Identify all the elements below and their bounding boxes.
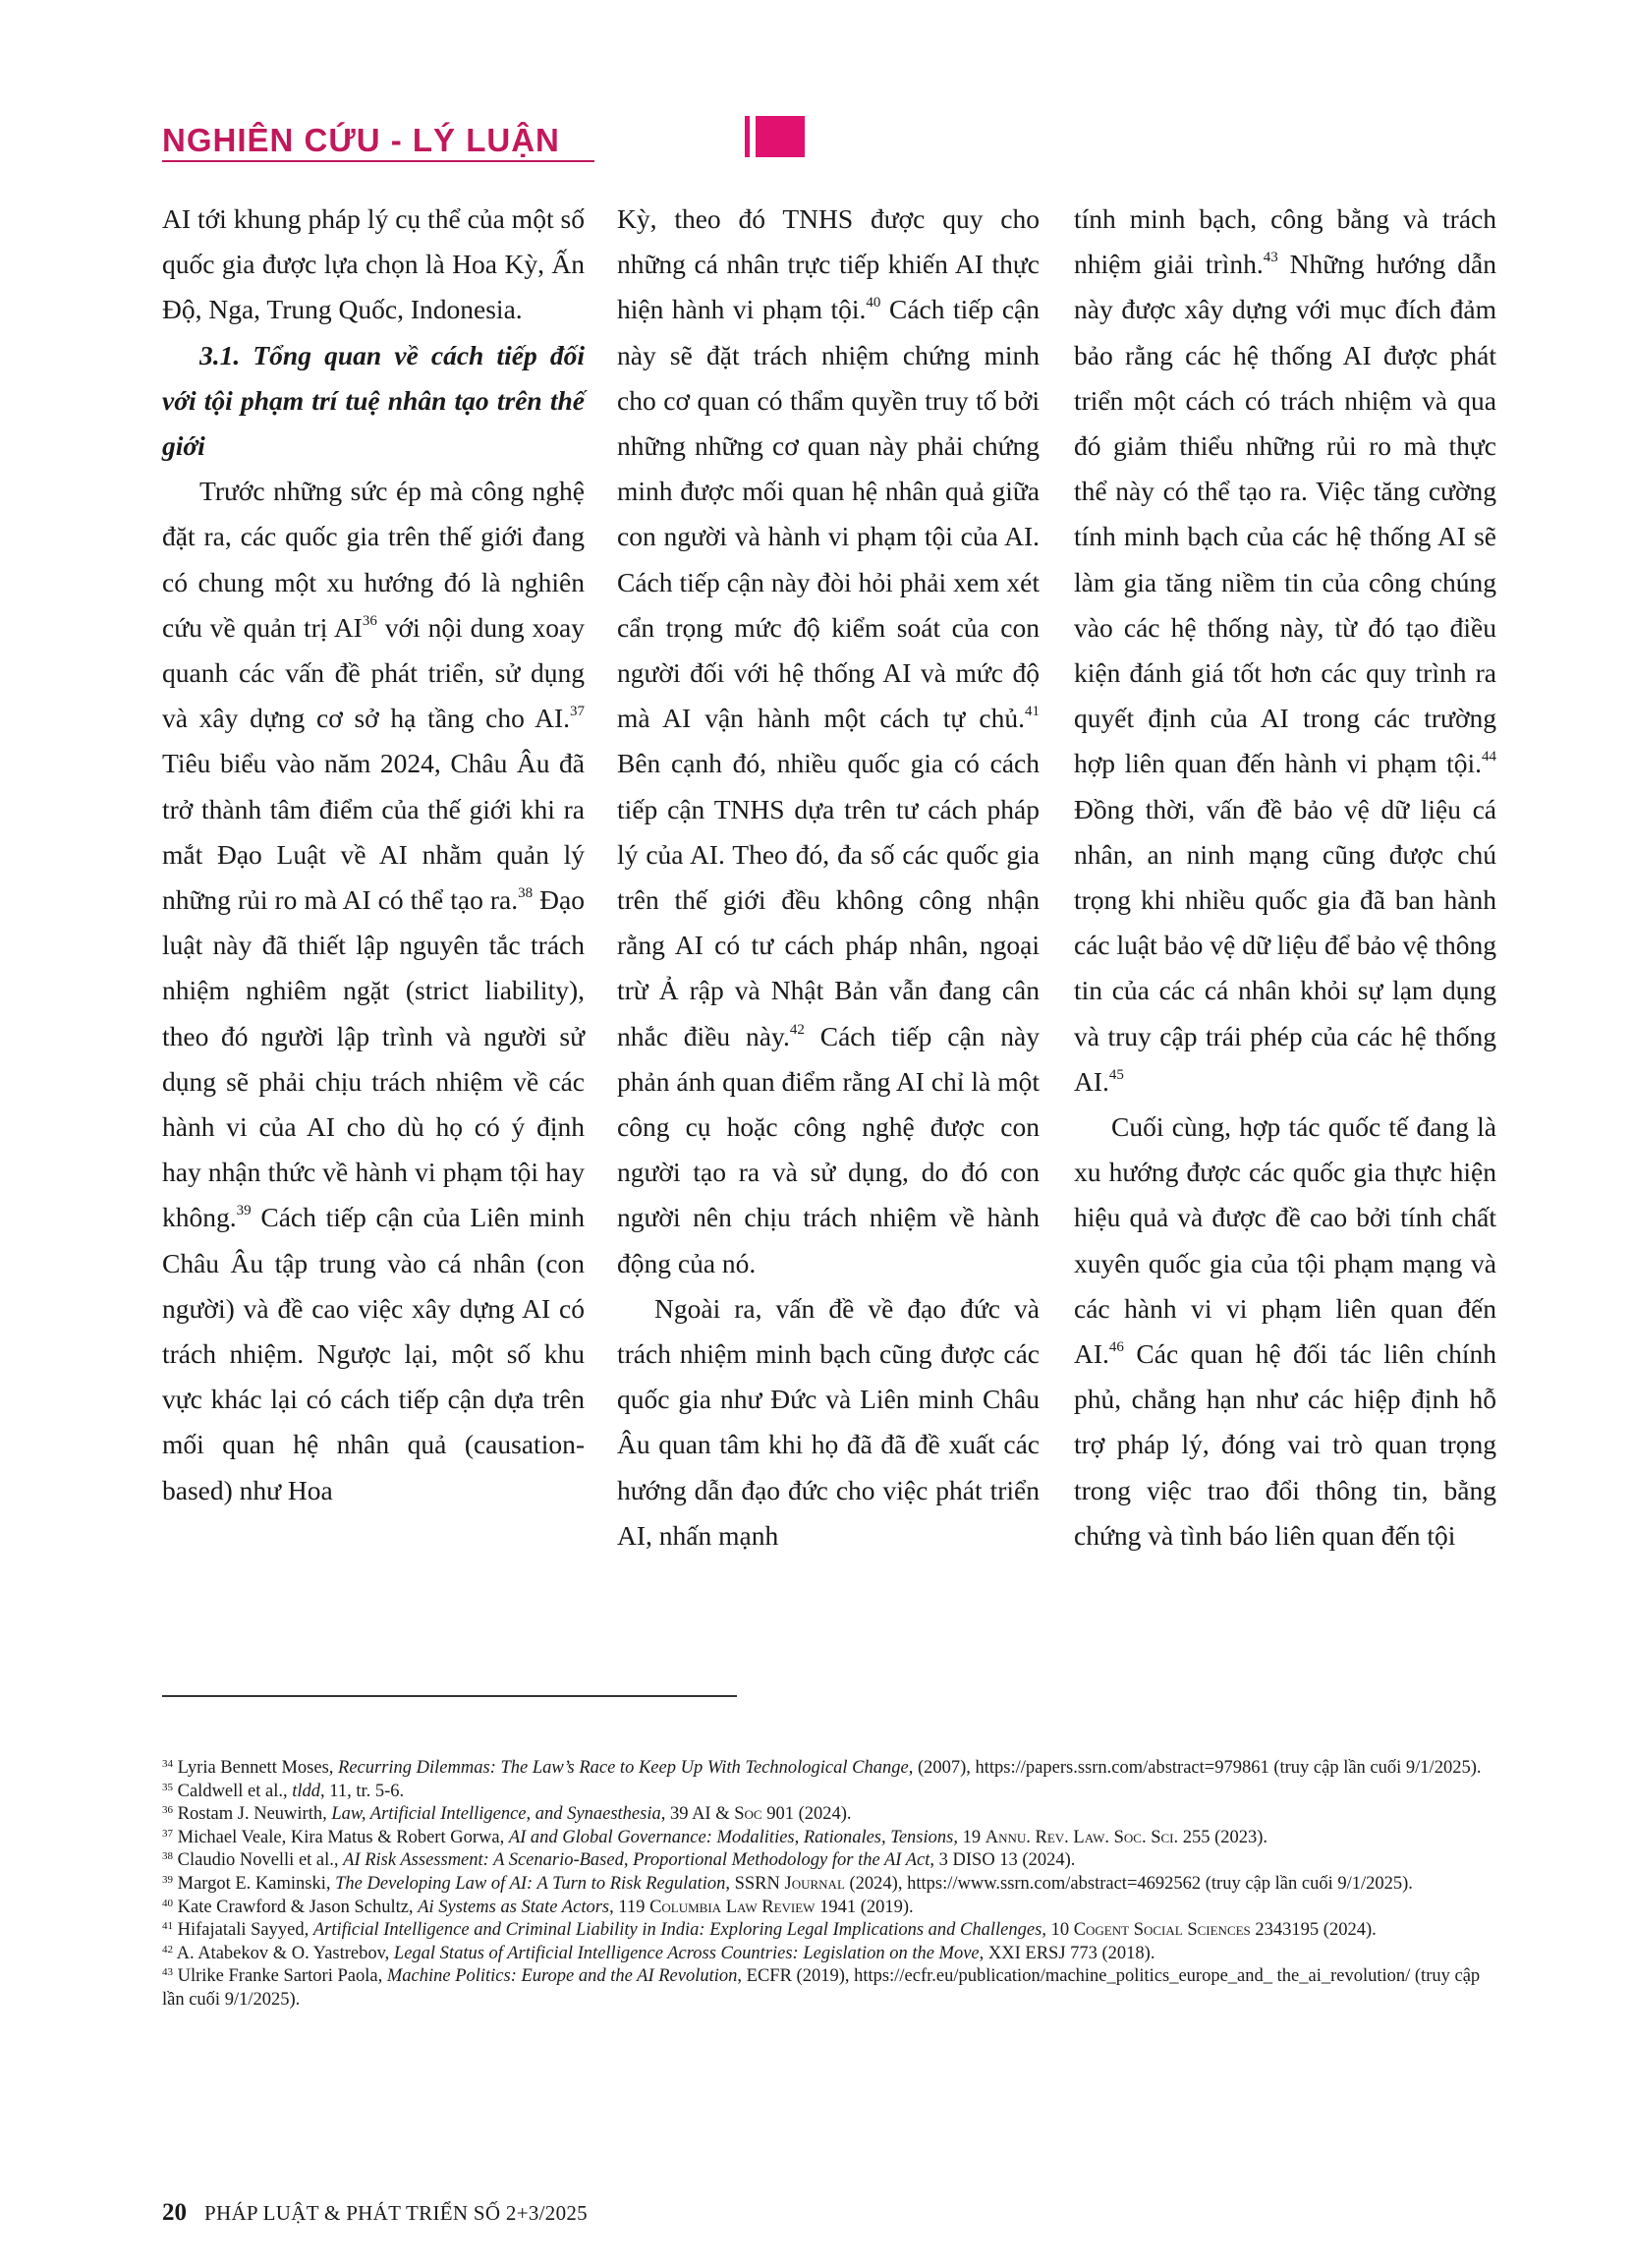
- footnote-ref[interactable]: 45: [1108, 1066, 1124, 1083]
- page-number: 20: [162, 2199, 187, 2226]
- footnote-separator: [162, 1695, 737, 1697]
- journal-name: PHÁP LUẬT & PHÁT TRIỂN SỐ 2+3/2025: [204, 2201, 588, 2225]
- footnote-42: $^{42}$ A. Atabekov & O. Yastrebov, Legal Status of Artificial Intelligence Across Countries: Legislation on the Move, XXI ERSJ 773 (2018).: [162, 1943, 1155, 1963]
- paragraph: Trước những sức ép mà công nghệ đặt ra, các quốc gia trên thế giới đang có chung một xu hướng đó là nghiên cứu về quản trị AI$^{36}$ với nội dung xoay quanh các vấn đề phát triển, sử dụng và xây dựng cơ sở hạ tầng cho AI.$^{37}$ Tiêu biểu vào năm 2024, Châu Âu đã trở thành tâm điểm của thế giới khi ra mắt Đạo Luật về AI nhằm quản lý những rủi ro mà AI có thể tạo ra.$^{38}$ Đạo luật này đã thiết lập nguyên tắc trách nhiệm nghiêm ngặt (strict liability), theo đó người lập trình và người sử dụng sẽ phải chịu trách nhiệm về các hành vi của AI cho dù họ có ý định hay nhận thức về hành vi phạm tội hay không.$^{39}$ Cách tiếp cận của Liên minh Châu Âu tập trung vào cá nhân (con người) và đề cao việc xây dựng AI có trách nhiệm. Ngược lại, một số khu vực khác lại có cách tiếp cận dựa trên mối quan hệ nhân quả (causation-based) như Hoa: [162, 476, 585, 1505]
- paragraph: Ngoài ra, vấn đề về đạo đức và trách nhiệm minh bạch cũng được các quốc gia như Đức và Liên minh Châu Âu quan tâm khi họ đã đã đề xuất các hướng dẫn đạo đức cho việc phát triển AI, nhấn mạnh: [617, 1292, 1040, 1551]
- footnote-ref[interactable]: 36: [362, 612, 377, 629]
- footnote-41: $^{41}$ Hifajatali Sayyed, Artificial Intelligence and Criminal Liability in India: Exploring Legal Implications and Challenges, 10 Cogent Social Sciences 2343195 (2024).: [162, 1920, 1377, 1941]
- column-3: [1074, 197, 1496, 1559]
- paragraph: tính minh bạch, công bằng và trách nhiệm giải trình.$^{43}$ Những hướng dẫn này được xây dựng với mục đích đảm bảo rằng các hệ thống AI được phát triển một cách có trách nhiệm và qua đó giảm thiểu những rủi ro mà thực thể này có thể tạo ra. Việc tăng cường tính minh bạch của các hệ thống AI sẽ làm gia tăng niềm tin của công chúng vào các hệ thống này, từ đó tạo điều kiện đánh giá tốt hơn các quy trình ra quyết định của AI trong các trường hợp liên quan đến hành vi phạm tội.$^{44}$ Đồng thời, vấn đề bảo vệ dữ liệu cá nhân, an ninh mạng cũng được chú trọng khi nhiều quốc gia đã ban hành các luật bảo vệ dữ liệu để bảo vệ thông tin của các cá nhân khỏi sự lạm dụng và truy cập trái phép của các hệ thống AI.$^{45}$: [1074, 203, 1496, 1097]
- running-header: [162, 116, 653, 165]
- footnote-ref[interactable]: 43: [1263, 250, 1278, 266]
- paragraph: Kỳ, theo đó TNHS được quy cho những cá nhân trực tiếp khiến AI thực hiện hành vi phạm tội.$^{40}$ Cách tiếp cận này sẽ đặt trách nhiệm chứng minh cho cơ quan có thẩm quyền truy tố bởi những những cơ quan này phải chứng minh được mối quan hệ nhân quả giữa con người và hành vi phạm tội của AI. Cách tiếp cận này đòi hỏi phải xem xét cẩn trọng mức độ kiểm soát của con người đối với hệ thống AI và mức độ mà AI vận hành một cách tự chủ.$^{41}$ Bên cạnh đó, nhiều quốc gia có cách tiếp cận TNHS dựa trên tư cách pháp lý của AI. Theo đó, đa số các quốc gia trên thế giới đều không công nhận rằng AI có tư cách pháp nhân, ngoại trừ Ả rập và Nhật Bản vẫn đang cân nhắc điều này.$^{42}$ Cách tiếp cận này phản ánh quan điểm rằng AI chỉ là một công cụ hoặc công nghệ được con người tạo ra và sử dụng, do đó con người nên chịu trách nhiệm về hành động của nó.: [617, 203, 1041, 1278]
- footnote-34: $^{34}$ Lyria Bennett Moses, Recurring Dilemmas: The Law’s Race to Keep Up With Technological Change, (2007), https://papers.ssrn.com/abstract=979861 (truy cập lần cuối 9/1/2025).: [162, 1758, 1482, 1778]
- paragraph: AI tới khung pháp lý cụ thể của một số quốc gia được lựa chọn là Hoa Kỳ, Ấn Độ, Nga, Trung Quốc, Indonesia.: [162, 203, 585, 325]
- footnote-39: $^{39}$ Margot E. Kaminski, The Developing Law of AI: A Turn to Risk Regulation, SSRN Journal (2024), https://www.ssrn.com/abstract=4692562 (truy cập lần cuối 9/1/2025).: [162, 1873, 1413, 1894]
- page-footer: [162, 2199, 588, 2233]
- footnote-ref[interactable]: 46: [1108, 1339, 1124, 1356]
- column-2: [617, 197, 1040, 1559]
- footnote-37: $^{37}$ Michael Veale, Kira Matus & Robert Gorwa, AI and Global Governance: Modalities, Rationales, Tensions, 19 Annu. Rev. Law. Soc. Sci. 255 (2023).: [162, 1827, 1268, 1847]
- footnote-36: $^{36}$ Rostam J. Neuwirth, Law, Artificial Intelligence, and Synaesthesia, 39 AI & Soc 901 (2024).: [162, 1804, 852, 1825]
- column-1: [162, 197, 585, 1513]
- paragraph: Cuối cùng, hợp tác quốc tế đang là xu hướng được các quốc gia thực hiện hiệu quả và được đề cao bởi tính chất xuyên quốc gia của tội phạm mạng và các hành vi vi phạm liên quan đến AI.$^{46}$ Các quan hệ đối tác liên chính phủ, chẳng hạn như các hiệp định hỗ trợ pháp lý, đóng vai trò quan trọng trong việc trao đổi thông tin, bằng chứng và tình báo liên quan đến tội: [1074, 1111, 1496, 1551]
- footnote-43: $^{43}$ Ulrike Franke Sartori Paola, Machine Politics: Europe and the AI Revolution, ECFR (2019), https://ecfr.eu/publication/machine_politics_europe_and_ the_ai_revolution/ (truy cập lần cuối 9/1/2025).: [162, 1966, 1481, 2010]
- footnote-40: $^{40}$ Kate Crawford & Jason Schultz, Ai Systems as State Actors, 119 Columbia Law Review 1941 (2019).: [162, 1897, 914, 1917]
- footnote-ref[interactable]: 42: [789, 1021, 805, 1038]
- footnotes: [162, 1757, 1489, 2013]
- footnote-ref[interactable]: 44: [1482, 749, 1496, 765]
- header-accent-block: [756, 116, 805, 157]
- section-heading: 3.1. Tổng quan về cách tiếp đối với tội phạm trí tuệ nhân tạo trên thế giới: [162, 339, 585, 462]
- footnote-35: $^{35}$ Caldwell et al., tldd, 11, tr. 5-6.: [162, 1781, 405, 1801]
- footnote-ref[interactable]: 39: [236, 1203, 252, 1219]
- header-rule: [162, 160, 594, 162]
- footnote-ref[interactable]: 40: [866, 295, 881, 312]
- header-accent-bar: [745, 116, 750, 157]
- footnote-ref[interactable]: 37: [570, 704, 585, 720]
- section-title: NGHIÊN CỨU - LÝ LUẬN: [162, 122, 560, 158]
- footnote-ref[interactable]: 38: [518, 885, 534, 902]
- footnote-ref[interactable]: 41: [1025, 704, 1040, 720]
- footnote-38: $^{38}$ Claudio Novelli et al., AI Risk Assessment: A Scenario-Based, Proportional Methodology for the AI Act, 3 DISO 13 (2024).: [162, 1850, 1076, 1871]
